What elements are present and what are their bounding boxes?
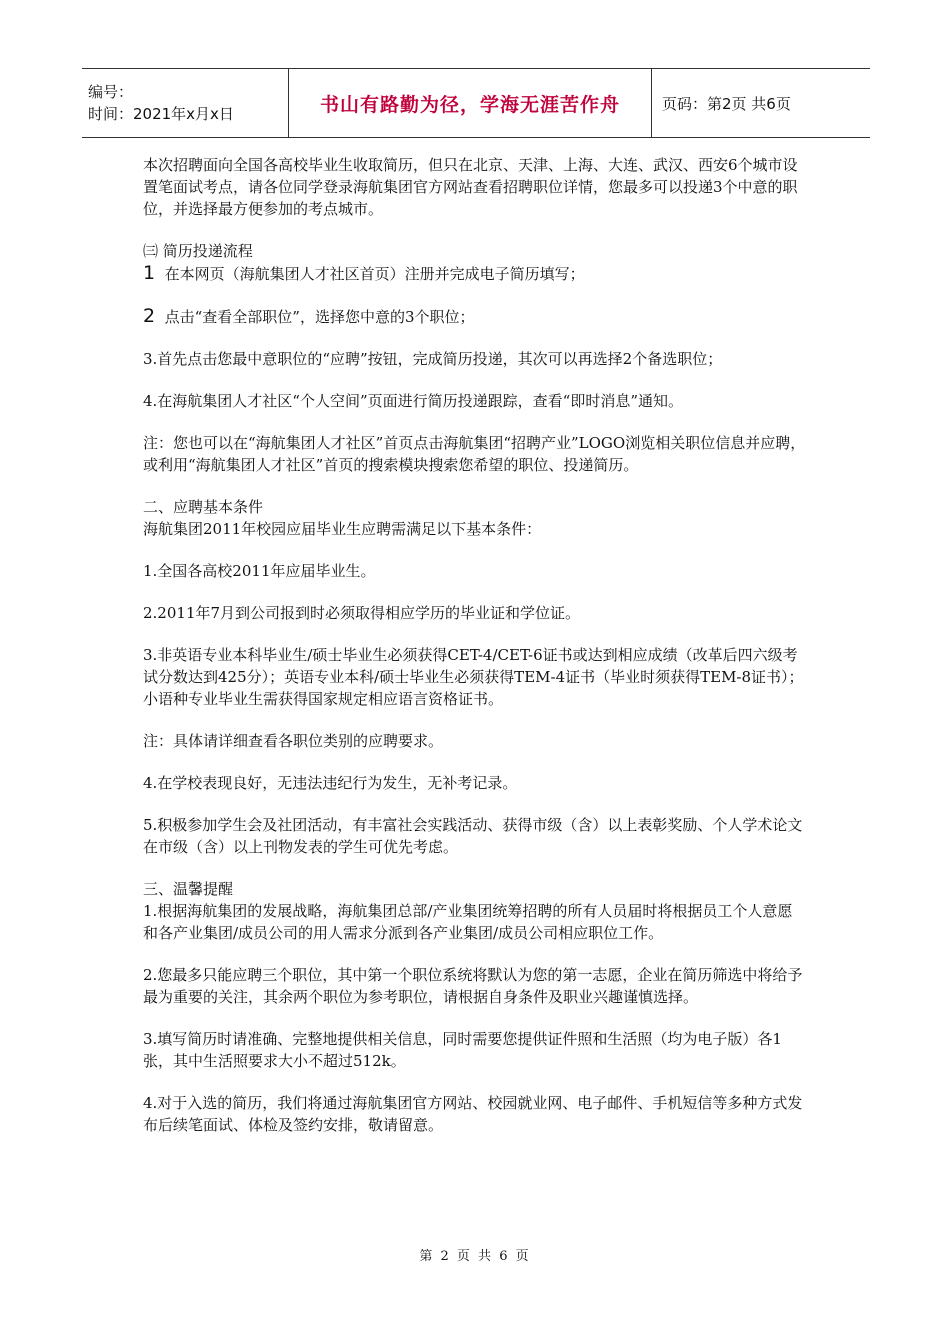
step-2-text: 点击“查看全部职位”，选择您中意的3个职位； bbox=[164, 308, 475, 326]
intro-paragraph: 本次招聘面向全国各高校毕业生收取简历，但只在北京、天津、上海、大连、武汉、西安6个城市设置笔面试考点，请各位同学登录海航集团官方网站查看招聘职位详情，您最多可以投递3个中意的职位，并选择最方便参加的考点城市。 bbox=[143, 156, 798, 218]
tip-item-1: 1.根据海航集团的发展战略，海航集团总部/产业集团统筹招聘的所有人员届时将根据员工个人意愿和各产业集团/成员公司的用人需求分派到各产业集团/成员公司相应职位工作。 bbox=[143, 902, 793, 942]
conditions-lead: 海航集团2011年校园应届毕业生应聘需满足以下基本条件： bbox=[143, 520, 542, 538]
header-motto-cell bbox=[288, 69, 652, 137]
header-meta bbox=[82, 69, 288, 137]
header-motto: 书山有路勤为径，学海无涯苦作舟 bbox=[319, 93, 620, 116]
conditions-note: 注：具体请详细查看各职位类别的应聘要求。 bbox=[143, 732, 444, 750]
document-date: 时间：2021年x月x日 bbox=[88, 105, 234, 123]
section-heading-conditions: 二、应聘基本条件 bbox=[143, 498, 264, 516]
process-step-3: 3.首先点击您最中意职位的“应聘”按钮，完成简历投递，其次可以再选择2个备选职位； bbox=[143, 350, 723, 368]
tip-item-2: 2.您最多只能应聘三个职位，其中第一个职位系统将默认为您的第一志愿，企业在简历筛选中将给予最为重要的关注，其余两个职位为参考职位，请根据自身条件及职业兴趣谨慎选择。 bbox=[143, 966, 803, 1006]
section-heading-resume-process: ㈢ 简历投递流程 bbox=[143, 242, 253, 260]
condition-item-3: 3.非英语专业本科毕业生/硕士毕业生必须获得CET-4/CET-6证书或达到相应成绩（改革后四六级考试分数达到425分）；英语专业本科/硕士毕业生必须获得TEM-4证书（毕业时须获得TEM-8证书）；小语种专业毕业生需获得国家规定相应语言资格证书。 bbox=[143, 646, 804, 708]
page-header bbox=[82, 68, 870, 138]
document-body bbox=[143, 154, 807, 1136]
condition-item-5: 5.积极参加学生会及社团活动，有丰富社会实践活动、获得市级（含）以上表彰奖励、个人学术论文在市级（含）以上刊物发表的学生可优先考虑。 bbox=[143, 816, 803, 856]
condition-item-1: 1.全国各高校2011年应届毕业生。 bbox=[143, 562, 376, 580]
condition-item-2: 2.2011年7月到公司报到时必须取得相应学历的毕业证和学位证。 bbox=[143, 604, 581, 622]
section-heading-tips: 三、温馨提醒 bbox=[143, 880, 234, 898]
process-step-2 bbox=[143, 305, 807, 328]
process-note: 注：您也可以在“海航集团人才社区”首页点击海航集团“招聘产业”LOGO浏览相关职位信息并应聘，或利用“海航集团人才社区”首页的搜索模块搜索您希望的职位、投递简历。 bbox=[143, 434, 806, 474]
process-step-1 bbox=[143, 262, 807, 285]
process-step-4: 4.在海航集团人才社区“个人空间”页面进行简历投递跟踪，查看“即时消息”通知。 bbox=[143, 392, 683, 410]
tip-item-4: 4.对于入选的简历，我们将通过海航集团官方网站、校园就业网、电子邮件、手机短信等多种方式发布后续笔面试、体检及签约安排，敬请留意。 bbox=[143, 1094, 803, 1134]
header-page-cell bbox=[652, 69, 870, 137]
header-page-number: 页码：第2页 共6页 bbox=[662, 94, 791, 113]
page-footer: 第 2 页 共 6 页 bbox=[419, 1249, 531, 1264]
document-number-label: 编号： bbox=[88, 83, 134, 101]
step-1-text: 在本网页（海航集团人才社区首页）注册并完成电子简历填写； bbox=[164, 265, 585, 283]
condition-item-4: 4.在学校表现良好，无违法违纪行为发生，无补考记录。 bbox=[143, 774, 518, 792]
step-2-number: 2 bbox=[143, 305, 156, 327]
step-1-number: 1 bbox=[143, 262, 156, 284]
tip-item-3: 3.填写简历时请准确、完整地提供相关信息，同时需要您提供证件照和生活照（均为电子版）各1张，其中生活照要求大小不超过512k。 bbox=[143, 1030, 782, 1070]
